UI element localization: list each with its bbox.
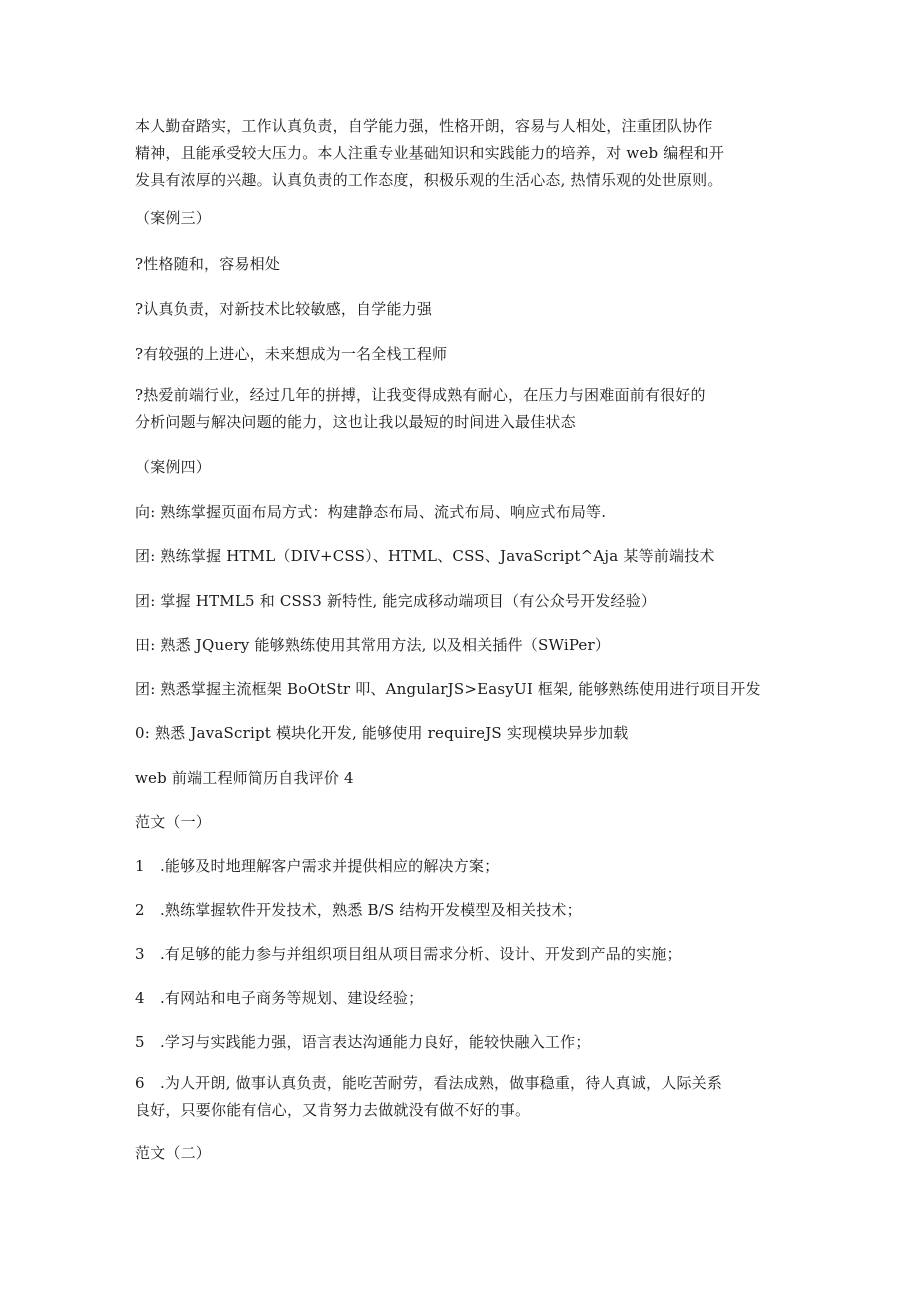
section-heading: （案例三） [135,209,212,227]
list-item-continuation: 分析问题与解决问题的能力，这也让我以最短的时间进入最佳状态 [135,413,576,431]
section-heading: 范文（二） [135,1144,212,1162]
section-heading: web 前端工程师简历自我评价 4 [135,769,354,787]
list-item: 2 .熟练掌握软件开发技术，熟悉 B/S 结构开发模型及相关技术； [135,901,582,919]
list-item: 4 .有网站和电子商务等规划、建设经验； [135,989,424,1007]
body-text-line: 发具有浓厚的兴趣。认真负责的工作态度，积极乐观的生活心态, 热情乐观的处世原则。 [135,171,723,189]
list-item: 1 .能够及时地理解客户需求并提供相应的解决方案； [135,857,500,875]
list-item: 0: 熟悉 JavaScript 模块化开发, 能够使用 requireJS 实现模块异步加载 [135,724,629,742]
body-text-line: 本人勤奋踏实，工作认真负责，自学能力强，性格开朗，容易与人相处，注重团队协作 [135,117,713,135]
list-item: 团: 掌握 HTML5 和 CSS3 新特性, 能完成移动端项目（有公众号开发经验） [135,592,657,610]
list-item: 向: 熟练掌握页面布局方式：构建静态布局、流式布局、响应式布局等. [135,503,607,521]
list-item: 6 .为人开朗, 做事认真负责，能吃苦耐劳，看法成熟，做事稳重，待人真诚，人际关系 [135,1074,723,1092]
list-item: ?热爱前端行业，经过几年的拼搏，让我变得成熟有耐心，在压力与困难面前有很好的 [135,386,706,404]
list-item: ?有较强的上进心，未来想成为一名全栈工程师 [135,345,448,363]
list-item: 3 .有足够的能力参与并组织项目组从项目需求分析、设计、开发到产品的实施； [135,945,682,963]
section-heading: 范文（一） [135,813,212,831]
list-item: 团: 熟练掌握 HTML（DIV+CSS）、HTML、CSS、JavaScript^Aja 某等前端技术 [135,547,715,565]
list-item-continuation: 良好，只要你能有信心，又肯努力去做就没有做不好的事。 [135,1101,531,1119]
list-item: 田: 熟悉 JQuery 能够熟练使用其常用方法, 以及相关插件（SWiPer） [135,636,611,654]
list-item: 团: 熟悉掌握主流框架 BoOtStr 叩、AngularJS>EasyUI 框架, 能够熟练使用进行项目开发 [135,680,761,698]
body-text-line: 精神，且能承受较大压力。本人注重专业基础知识和实践能力的培养，对 web 编程和开 [135,144,725,162]
list-item: ?认真负责，对新技术比较敏感，自学能力强 [135,300,433,318]
section-heading: （案例四） [135,458,212,476]
list-item: 5 .学习与实践能力强，语言表达沟通能力良好，能较快融入工作； [135,1033,591,1051]
list-item: ?性格随和，容易相处 [135,255,281,273]
